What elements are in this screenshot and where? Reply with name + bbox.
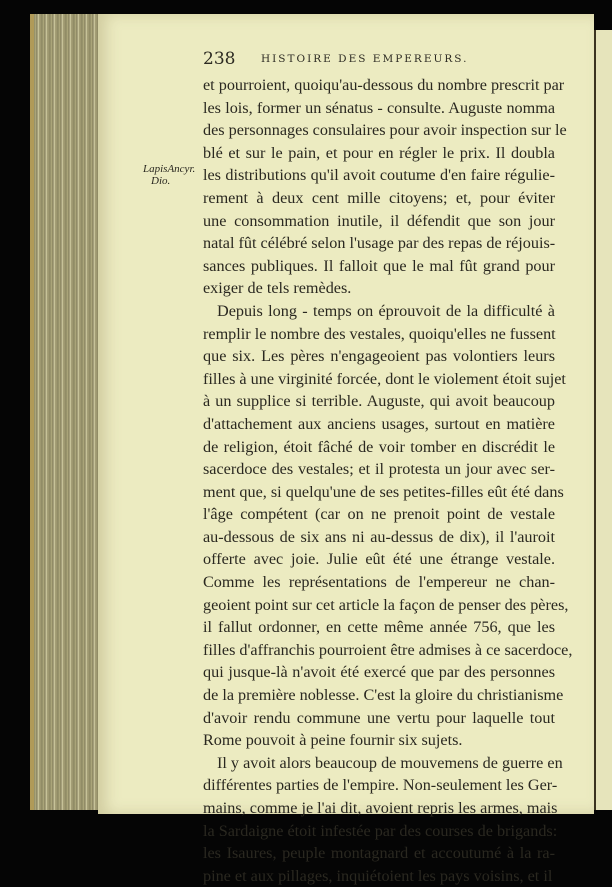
text-line: de religion, étoit fâché de voir tomber en discrédit le — [203, 437, 555, 456]
text-line: Rome pouvoit à peine fournir six sujets. — [203, 731, 463, 750]
body-text — [203, 74, 573, 887]
text-line: Il y avoit alors beaucoup de mouvemens de guerre en — [217, 753, 563, 772]
running-head: HISTOIRE DES EMPEREURS. — [261, 53, 469, 65]
text-line: à un supplice si terrible. Auguste, qui avoit beaucoup — [203, 392, 555, 411]
text-line: blé et sur le pain, et pour en régler le prix. Il doubla — [203, 143, 555, 162]
text-line: de la première noblesse. C'est la gloire du christianisme — [203, 686, 564, 705]
text-line: sances publiques. Il falloit que le mal fût grand pour — [203, 256, 555, 275]
text-line: d'avoir rendu commune une vertu pour laquelle tout — [203, 708, 555, 727]
text-line: Comme les représentations de l'empereur ne chan- — [203, 573, 555, 592]
text-line: une consommation inutile, il défendit que son jour — [203, 211, 555, 230]
text-line: les Isaures, peuple montagnard et accoutumé à la ra- — [203, 844, 555, 863]
text-line: les lois, former un sénatus - consulte. Auguste nomma — [203, 98, 555, 117]
text-line: des personnages consulaires pour avoir inspection sur le — [203, 121, 567, 140]
text-line: filles à une virginité forcée, dont le violement étoit sujet — [203, 369, 566, 388]
text-line: natal fût célébré selon l'usage par des repas de réjouis- — [203, 234, 556, 253]
margin-note-line: Dio. — [151, 175, 171, 187]
text-line: pine et aux pillages, inquiétoient les pays voisins, et il — [203, 866, 553, 885]
text-line: sacerdoce des vestales; et il protesta un jour avec ser- — [203, 460, 555, 479]
text-line: il fallut ordonner, en cette même année 756, que les — [203, 618, 555, 637]
text-line: au-dessous de six ans ni au-dessus de dix), il l'auroit — [203, 527, 555, 546]
text-line: exiger de tels remèdes. — [203, 279, 352, 298]
margin-note-line: LapisAncyr. — [143, 163, 196, 175]
facing-page-edge — [594, 30, 612, 810]
text-line: offerte avec joie. Julie eût été une étrange vestale. — [203, 550, 555, 569]
paragraph — [203, 300, 573, 752]
text-line: que six. Les pères n'engageoient pas volontiers leurs — [203, 347, 555, 366]
paragraph — [203, 74, 567, 300]
book-page-edges — [30, 14, 104, 810]
text-line: l'âge compétent (car on ne prenoit point de vestale — [203, 505, 555, 524]
paragraph — [203, 752, 563, 887]
text-line: mains, comme je l'ai dit, avoient repris les armes, mais — [203, 799, 558, 817]
text-line: les distributions qu'il avoit coutume d'en faire régulie- — [203, 166, 555, 185]
text-line: et pourroient, quoiqu'au-dessous du nombre prescrit par — [203, 76, 565, 94]
text-line: la Sardaigne étoit infestée par des courses de brigands: — [203, 821, 558, 840]
text-line: qui jusque-là n'avoit été exercé que par des personnes — [203, 663, 555, 682]
text-line: ment que, si quelqu'une de ses petites-filles eût été dans — [203, 482, 564, 501]
text-line: geoient point sur cet article la façon de penser des pères, — [203, 595, 569, 614]
page-header — [203, 49, 553, 71]
text-line: rement à deux cent mille citoyens; et, pour éviter — [203, 188, 555, 207]
margin-note — [143, 163, 195, 187]
text-line: filles d'affranchis pourroient être admises à ce sacerdoce, — [203, 640, 573, 659]
text-line: remplir le nombre des vestales, quoiqu'elles ne fussent — [203, 324, 556, 343]
text-line: Depuis long - temps on éprouvoit de la difficulté à — [217, 301, 555, 320]
text-line: différentes parties de l'empire. Non-seulement les Ger- — [203, 776, 558, 795]
page-number: 238 — [203, 49, 236, 69]
text-line: d'attachement aux anciens usages, surtout en matière — [203, 414, 555, 433]
